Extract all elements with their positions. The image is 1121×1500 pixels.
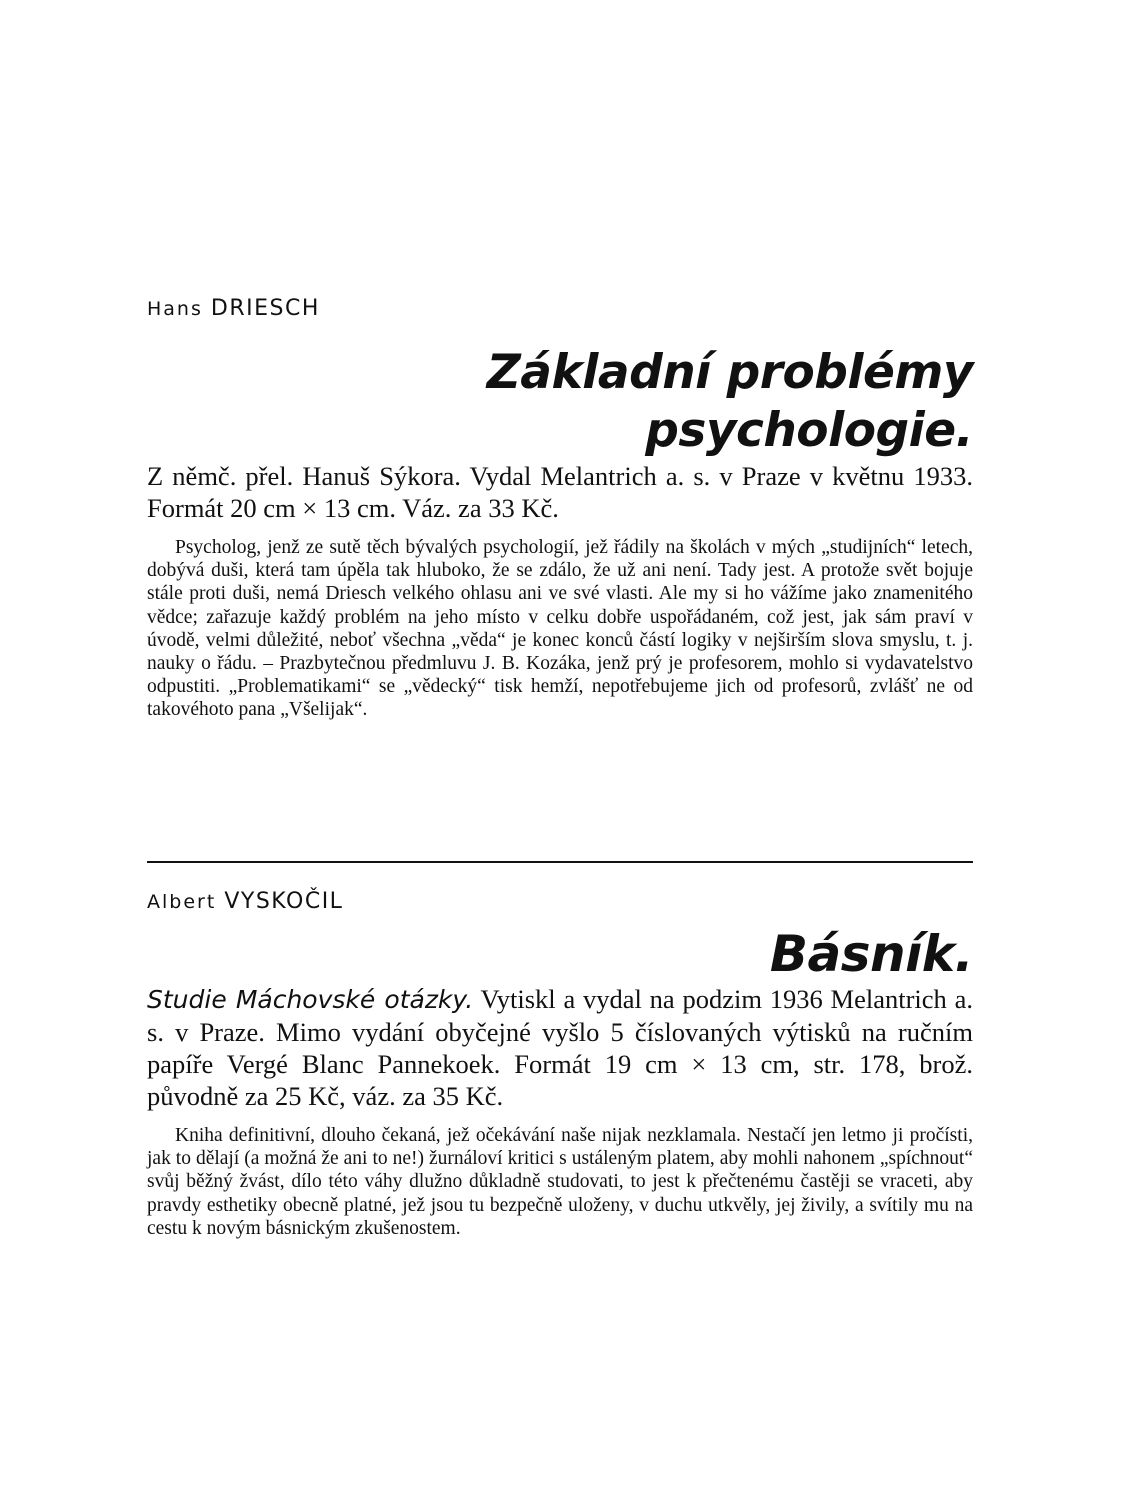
- author-surname: VYSKOČIL: [224, 889, 344, 914]
- review-entry-driesch: [147, 294, 973, 722]
- publication-info: Vytiskl a vydal na podzim 1936 Melantrich a. s. v Praze. Mimo vydání obyčejné vyšlo 5 číslovaných výtisků na ručním papíře Vergé Blanc Pannekoek. Formát 19 cm × 13 cm, str. 178, brož. původně za 25 Kč, váz. za 35 Kč.: [147, 984, 973, 1111]
- author-name: [147, 887, 973, 917]
- review-text: Kniha definitivní, dlouho čekaná, jež očekávání naše nijak nezklamala. Nestačí jen letmo ji pročísti, jak to dělají (a možná že ani to ne!) žurnáloví kritici s ustáleným platem, aby mohli nahonem „spíchnout“ svůj běžný žvást, dílo této váhy dlužno důkladně studovati, to jest k přečtenému častěji se vraceti, aby pravdy esthetiky obecně platné, jež jsou tu bezpečně uloženy, v duchu utkvěly, jej živily, a svítily mu na cestu k novým básnickým zkušenostem.: [147, 1125, 973, 1239]
- book-title: Základní problémy psychologie.: [486, 345, 973, 458]
- publication-details: Z němč. přel. Hanuš Sýkora. Vydal Melantrich a. s. v Praze v květnu 1933. Formát 20 cm × 13 cm. Váz. za 33 Kč.: [147, 461, 973, 523]
- author-first-name: Hans: [147, 298, 203, 320]
- review-entry-vyskocil: [147, 887, 973, 1240]
- section-divider: [147, 861, 973, 863]
- author-first-name: Albert: [147, 891, 217, 913]
- author-surname: DRIESCH: [210, 296, 320, 321]
- book-title: Básník.: [769, 925, 973, 983]
- book-subtitle: Studie Máchovské otázky.: [147, 985, 474, 1014]
- review-text: Psycholog, jenž ze sutě těch bývalých psychologií, jež řádily na školách v mých „studijních“ letech, dobývá duši, která tam úpěla tak hluboko, že se zdálo, že už ani není. Tady jest. A protože svět bojuje stále proti duši, nemá Driesch velkého ohlasu ani ve své vlasti. Ale my si ho vážíme jako znamenitého vědce; zařazuje každý problém na jeho místo v celku dobře uspořádaném, což jest, jak sám praví v úvodě, velmi důležité, neboť všechna „věda“ je konec konců částí logiky v nejširším slova smyslu, t. j. nauky o řádu. – Prazbytečnou předmluvu J. B. Kozáka, jenž prý je profesorem, mohlo si vydavatelstvo odpustiti. „Problematikami“ se „vědecký“ tisk hemží, nepotřebujeme jich od profesorů, zvlášť ne od takovéhoto pana „Všelijak“.: [147, 537, 973, 721]
- publication-details: [147, 983, 973, 1112]
- author-name: [147, 294, 973, 324]
